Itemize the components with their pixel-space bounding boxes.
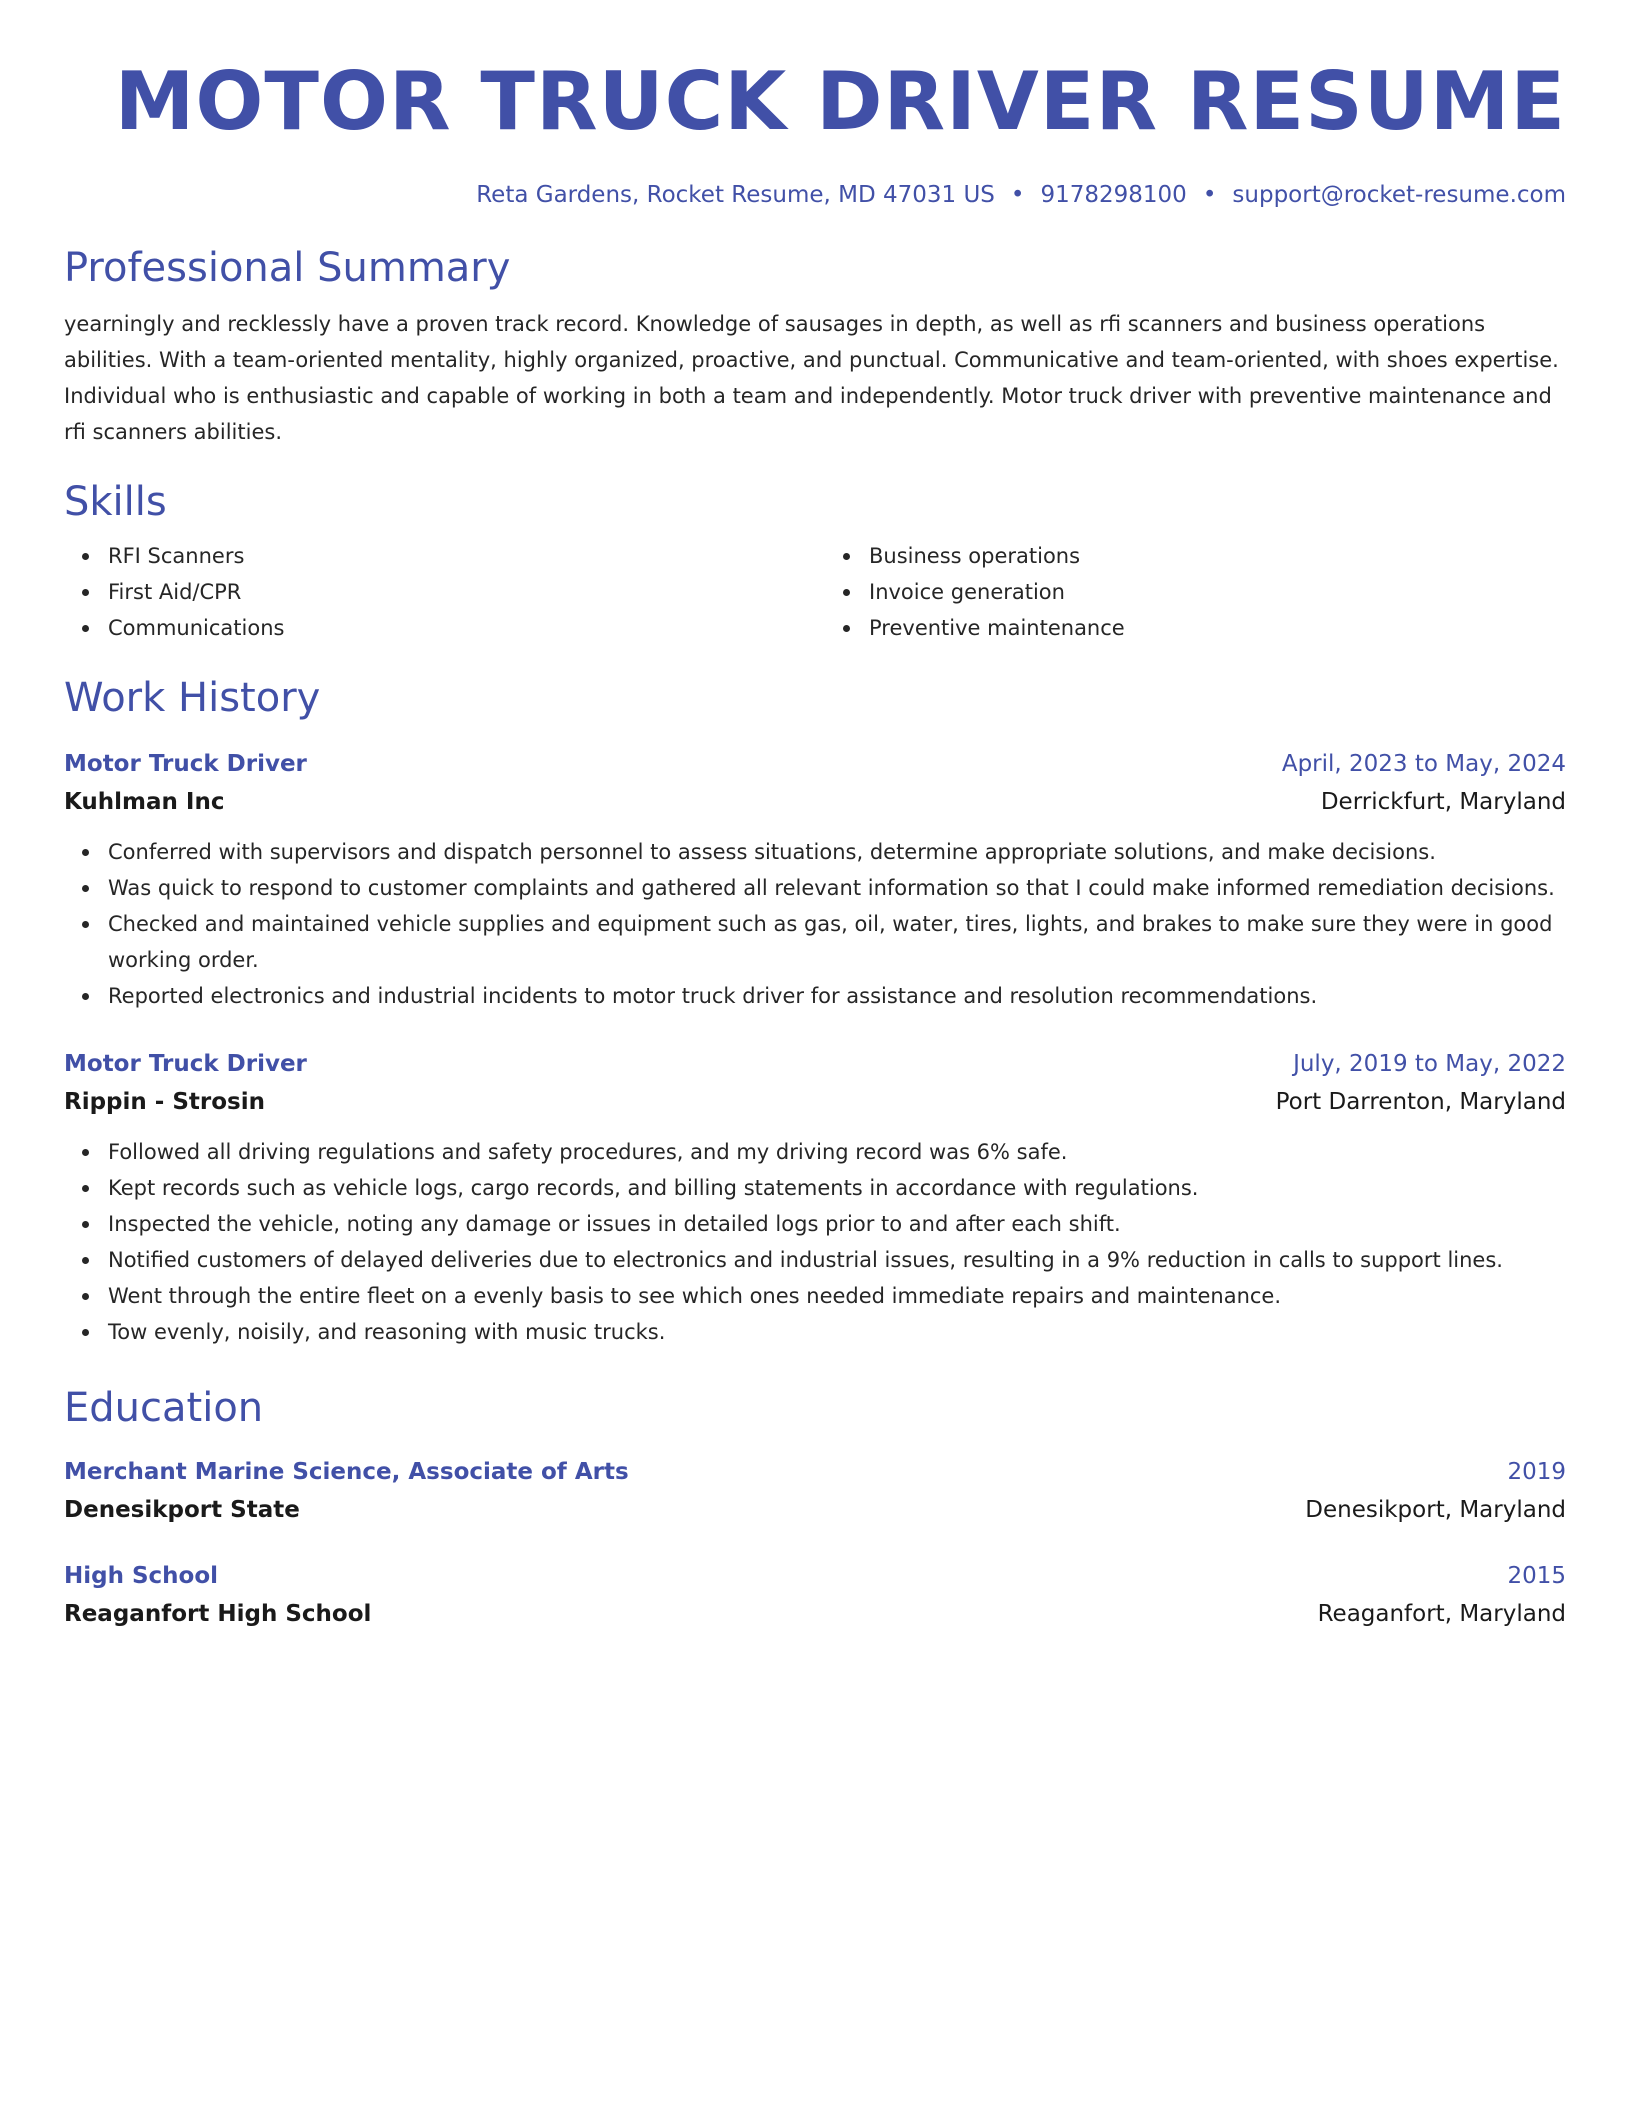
education-entry [64,1454,1566,1530]
section-heading-work: Work History [64,675,321,721]
education-year: 2019 [1507,1459,1566,1485]
contact-separator: • [1202,182,1217,208]
skill-item: Communications [108,610,805,646]
contact-address: Reta Gardens, Rocket Resume, MD 47031 US [476,182,995,208]
contact-line [64,180,1566,210]
education-year: 2015 [1507,1563,1566,1589]
job-bullet: Reported electronics and industrial incidents to motor truck driver for assistance and resolution recommendations. [108,978,1566,1014]
skill-item: Invoice generation [869,574,1566,610]
skills-list-right [825,538,1566,646]
skill-item: RFI Scanners [108,538,805,574]
skill-item: Preventive maintenance [869,610,1566,646]
job-bullet: Followed all driving regulations and safety procedures, and my driving record was 6% safe. [108,1134,1566,1170]
education-location: Reaganfort, Maryland [1317,1601,1566,1627]
job-bullets [64,1134,1566,1350]
section-heading-skills: Skills [64,479,167,525]
resume-title: MOTOR TRUCK DRIVER RESUME [114,55,1566,148]
education-school: Reaganfort High School [64,1601,372,1627]
skill-item: First Aid/CPR [108,574,805,610]
job-location: Derrickfurt, Maryland [1320,789,1566,815]
skill-item: Business operations [869,538,1566,574]
education-location: Denesikport, Maryland [1305,1497,1566,1523]
summary-text: yearningly and recklessly have a proven track record. Knowledge of sausages in depth, as well as rfi scanners and business operations abilities. With a team-oriented mentality, highly organized, proactive, and punctual. Communicative and team-oriented, with shoes expertise. Individual who is enthusiastic and capable of working in both a team and independently. Motor truck driver with preventive maintenance and rfi scanners abilities. [64,312,1559,444]
job-entry [64,746,1566,1014]
job-title: Motor Truck Driver [64,1051,307,1077]
education-school: Denesikport State [64,1497,300,1523]
skills-grid [64,538,1566,646]
job-company: Kuhlman Inc [64,789,225,815]
job-bullet: Notified customers of delayed deliveries due to electronics and industrial issues, resulting in a 9% reduction in calls to support lines. [108,1242,1566,1278]
contact-separator: • [1010,182,1025,208]
skills-section [64,478,1566,646]
education-entry [64,1558,1566,1634]
job-bullet: Kept records such as vehicle logs, cargo records, and billing statements in accordance with regulations. [108,1170,1566,1206]
education-section [64,1384,1566,1634]
job-bullet: Checked and maintained vehicle supplies and equipment such as gas, oil, water, tires, lights, and brakes to make sure they were in good working order. [108,906,1566,978]
job-dates: July, 2019 to May, 2022 [1293,1051,1566,1077]
section-heading-education: Education [64,1385,264,1431]
contact-phone: 9178298100 [1040,182,1187,208]
job-bullet: Inspected the vehicle, noting any damage or issues in detailed logs prior to and after each shift. [108,1206,1566,1242]
work-history-section [64,674,1566,1350]
contact-email[interactable]: support@rocket-resume.com [1232,182,1566,208]
job-dates: April, 2023 to May, 2024 [1281,751,1566,777]
job-bullet: Conferred with supervisors and dispatch personnel to assess situations, determine appropriate solutions, and make decisions. [108,834,1566,870]
resume-page [64,54,1566,1634]
job-title: Motor Truck Driver [64,751,307,777]
job-bullet: Was quick to respond to customer complaints and gathered all relevant information so that I could make informed remediation decisions. [108,870,1566,906]
skills-list-left [64,538,805,646]
job-bullet: Went through the entire fleet on a evenly basis to see which ones needed immediate repairs and maintenance. [108,1278,1566,1314]
section-heading-summary: Professional Summary [64,245,511,291]
job-bullets [64,834,1566,1014]
job-company: Rippin - Strosin [64,1089,265,1115]
job-entry [64,1046,1566,1350]
job-location: Port Darrenton, Maryland [1275,1089,1566,1115]
education-degree: High School [64,1563,219,1589]
resume-header [64,54,1566,210]
summary-section [64,244,1566,450]
education-degree: Merchant Marine Science, Associate of Arts [64,1459,629,1485]
job-bullet: Tow evenly, noisily, and reasoning with music trucks. [108,1314,1566,1350]
